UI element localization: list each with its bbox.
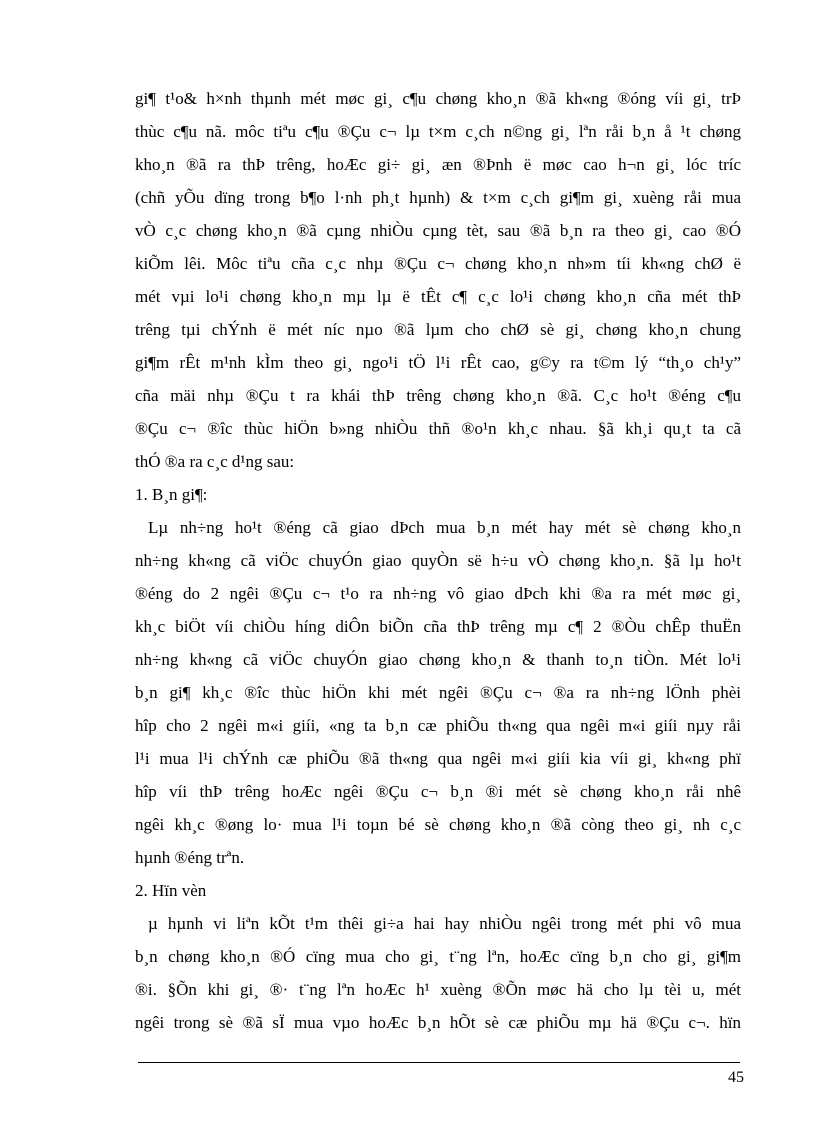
text-line: (chñ yÕu dïng trong b¶o l·nh ph¸t hµnh) & t×m c¸ch gi¶m gi¸ xuèng råi mua bbox=[135, 188, 741, 207]
text-line: b¸n chøng kho¸n ®Ó cïng mua cho gi¸ t¨ng lªn, hoÆc cïng b¸n cho gi¸ gi¶m bbox=[135, 947, 741, 966]
text-line: kh¸c biÖt víi chiÒu híng diÔn biÕn cña thÞ trêng mµ c¶ 2 ®Òu chÊp thuËn bbox=[135, 617, 741, 636]
text-line: ngêi trong sè ®ã sÏ mua vµo hoÆc b¸n hÕt sè cæ phiÕu mµ hä ®Çu c¬. hïn bbox=[135, 1013, 741, 1032]
section-heading: 2. Hïn vèn bbox=[135, 881, 207, 900]
text-line: thùc c¶u nã. môc tiªu c¶u ®Çu c¬ lµ t×m c¸ch n©ng gi¸ lªn råi b¸n å ¹t chøng bbox=[135, 122, 741, 141]
text-line: gi¶m rÊt m¹nh kÌm theo gi¸ ngo¹i tÖ l¹i rÊt cao, g©y ra t©m lý “th¸o ch¹y” bbox=[135, 353, 741, 372]
text-line: hîp víi thÞ trêng hoÆc ngêi ®Çu c¬ b¸n ®i mét sè chøng kho¸n råi nhê bbox=[135, 782, 741, 801]
text-line: cña mäi nhµ ®Çu t ra khái thÞ trêng chøng kho¸n ®ã. C¸c ho¹t ®éng c¶u bbox=[135, 386, 741, 405]
page-number: 45 bbox=[728, 1069, 744, 1086]
text-line: mét vµi lo¹i chøng kho¸n mµ lµ ë tÊt c¶ c¸c lo¹i chøng kho¸n cña mét thÞ bbox=[135, 287, 741, 306]
text-line: nh÷ng kh«ng cã viÖc chuyÓn giao quyÒn së h÷u vÒ chøng kho¸n. §ã lµ ho¹t bbox=[135, 551, 741, 570]
text-line: trêng tµi chÝnh ë mét níc nµo ®ã lµm cho chØ sè gi¸ chøng kho¸n chung bbox=[135, 320, 741, 339]
footer-divider bbox=[138, 1062, 740, 1063]
section-heading: 1. B¸n gi¶: bbox=[135, 485, 208, 504]
text-line: ®i. §Õn khi gi¸ ®· t¨ng lªn hoÆc h¹ xuèng ®Õn møc hä cho lµ tèi u, mét bbox=[135, 980, 741, 999]
text-line: gi¶ t¹o& h×nh thµnh mét møc gi¸ c¶u chøng kho¸n ®ã kh«ng ®óng víi gi¸ trÞ bbox=[135, 89, 741, 108]
text-line: µ hµnh vi liªn kÕt t¹m thêi gi÷a hai hay nhiÒu ngêi trong mét phi vô mua bbox=[148, 914, 741, 933]
text-line: ngêi kh¸c ®øng lo· mua l¹i toµn bé sè chøng kho¸n ®ã còng theo gi¸ nh c¸c bbox=[135, 815, 741, 834]
text-line: l¹i mua l¹i chÝnh cæ phiÕu ®ã th«ng qua ngêi m«i giíi kia víi gi¸ kh«ng phï bbox=[135, 749, 741, 768]
text-line: thÓ ®a ra c¸c d¹ng sau: bbox=[135, 452, 295, 471]
text-line: ®éng do 2 ngêi ®Çu c¬ t¹o ra nh÷ng vô giao dÞch khi ®a ra mét møc gi¸ bbox=[135, 584, 741, 603]
text-line: hîp cho 2 ngêi m«i giíi, «ng ta b¸n cæ phiÕu th«ng qua ngêi m«i giíi nµy råi bbox=[135, 716, 741, 735]
text-line: kho¸n ®ã ra thÞ trêng, hoÆc gi÷ gi¸ æn ®Þnh ë møc cao h¬n gi¸ lóc tríc bbox=[135, 155, 741, 174]
text-line: hµnh ®éng trªn. bbox=[135, 848, 245, 867]
text-line: nh÷ng kh«ng cã viÖc chuyÓn giao chøng kho¸n & thanh to¸n tiÒn. Mét lo¹i bbox=[135, 650, 741, 669]
text-block bbox=[135, 82, 741, 1039]
text-line: vÒ c¸c chøng kho¸n ®ã cµng nhiÒu cµng tèt, sau ®ã b¸n ra theo gi¸ cao ®Ó bbox=[135, 221, 741, 240]
text-line: Lµ nh÷ng ho¹t ®éng cã giao dÞch mua b¸n mét hay mét sè chøng kho¸n bbox=[148, 518, 741, 537]
text-line: kiÕm lêi. Môc tiªu cña c¸c nhµ ®Çu c¬ chøng kho¸n nh»m tíi kh«ng chØ ë bbox=[135, 254, 741, 273]
text-line: ®Çu c¬ ®îc thùc hiÖn b»ng nhiÒu thñ ®o¹n kh¸c nhau. §ã kh¸i qu¸t ta cã bbox=[135, 419, 741, 438]
text-line: b¸n gi¶ kh¸c ®îc thùc hiÖn khi mét ngêi ®Çu c¬ ®a ra nh÷ng lÖnh phèi bbox=[135, 683, 741, 702]
